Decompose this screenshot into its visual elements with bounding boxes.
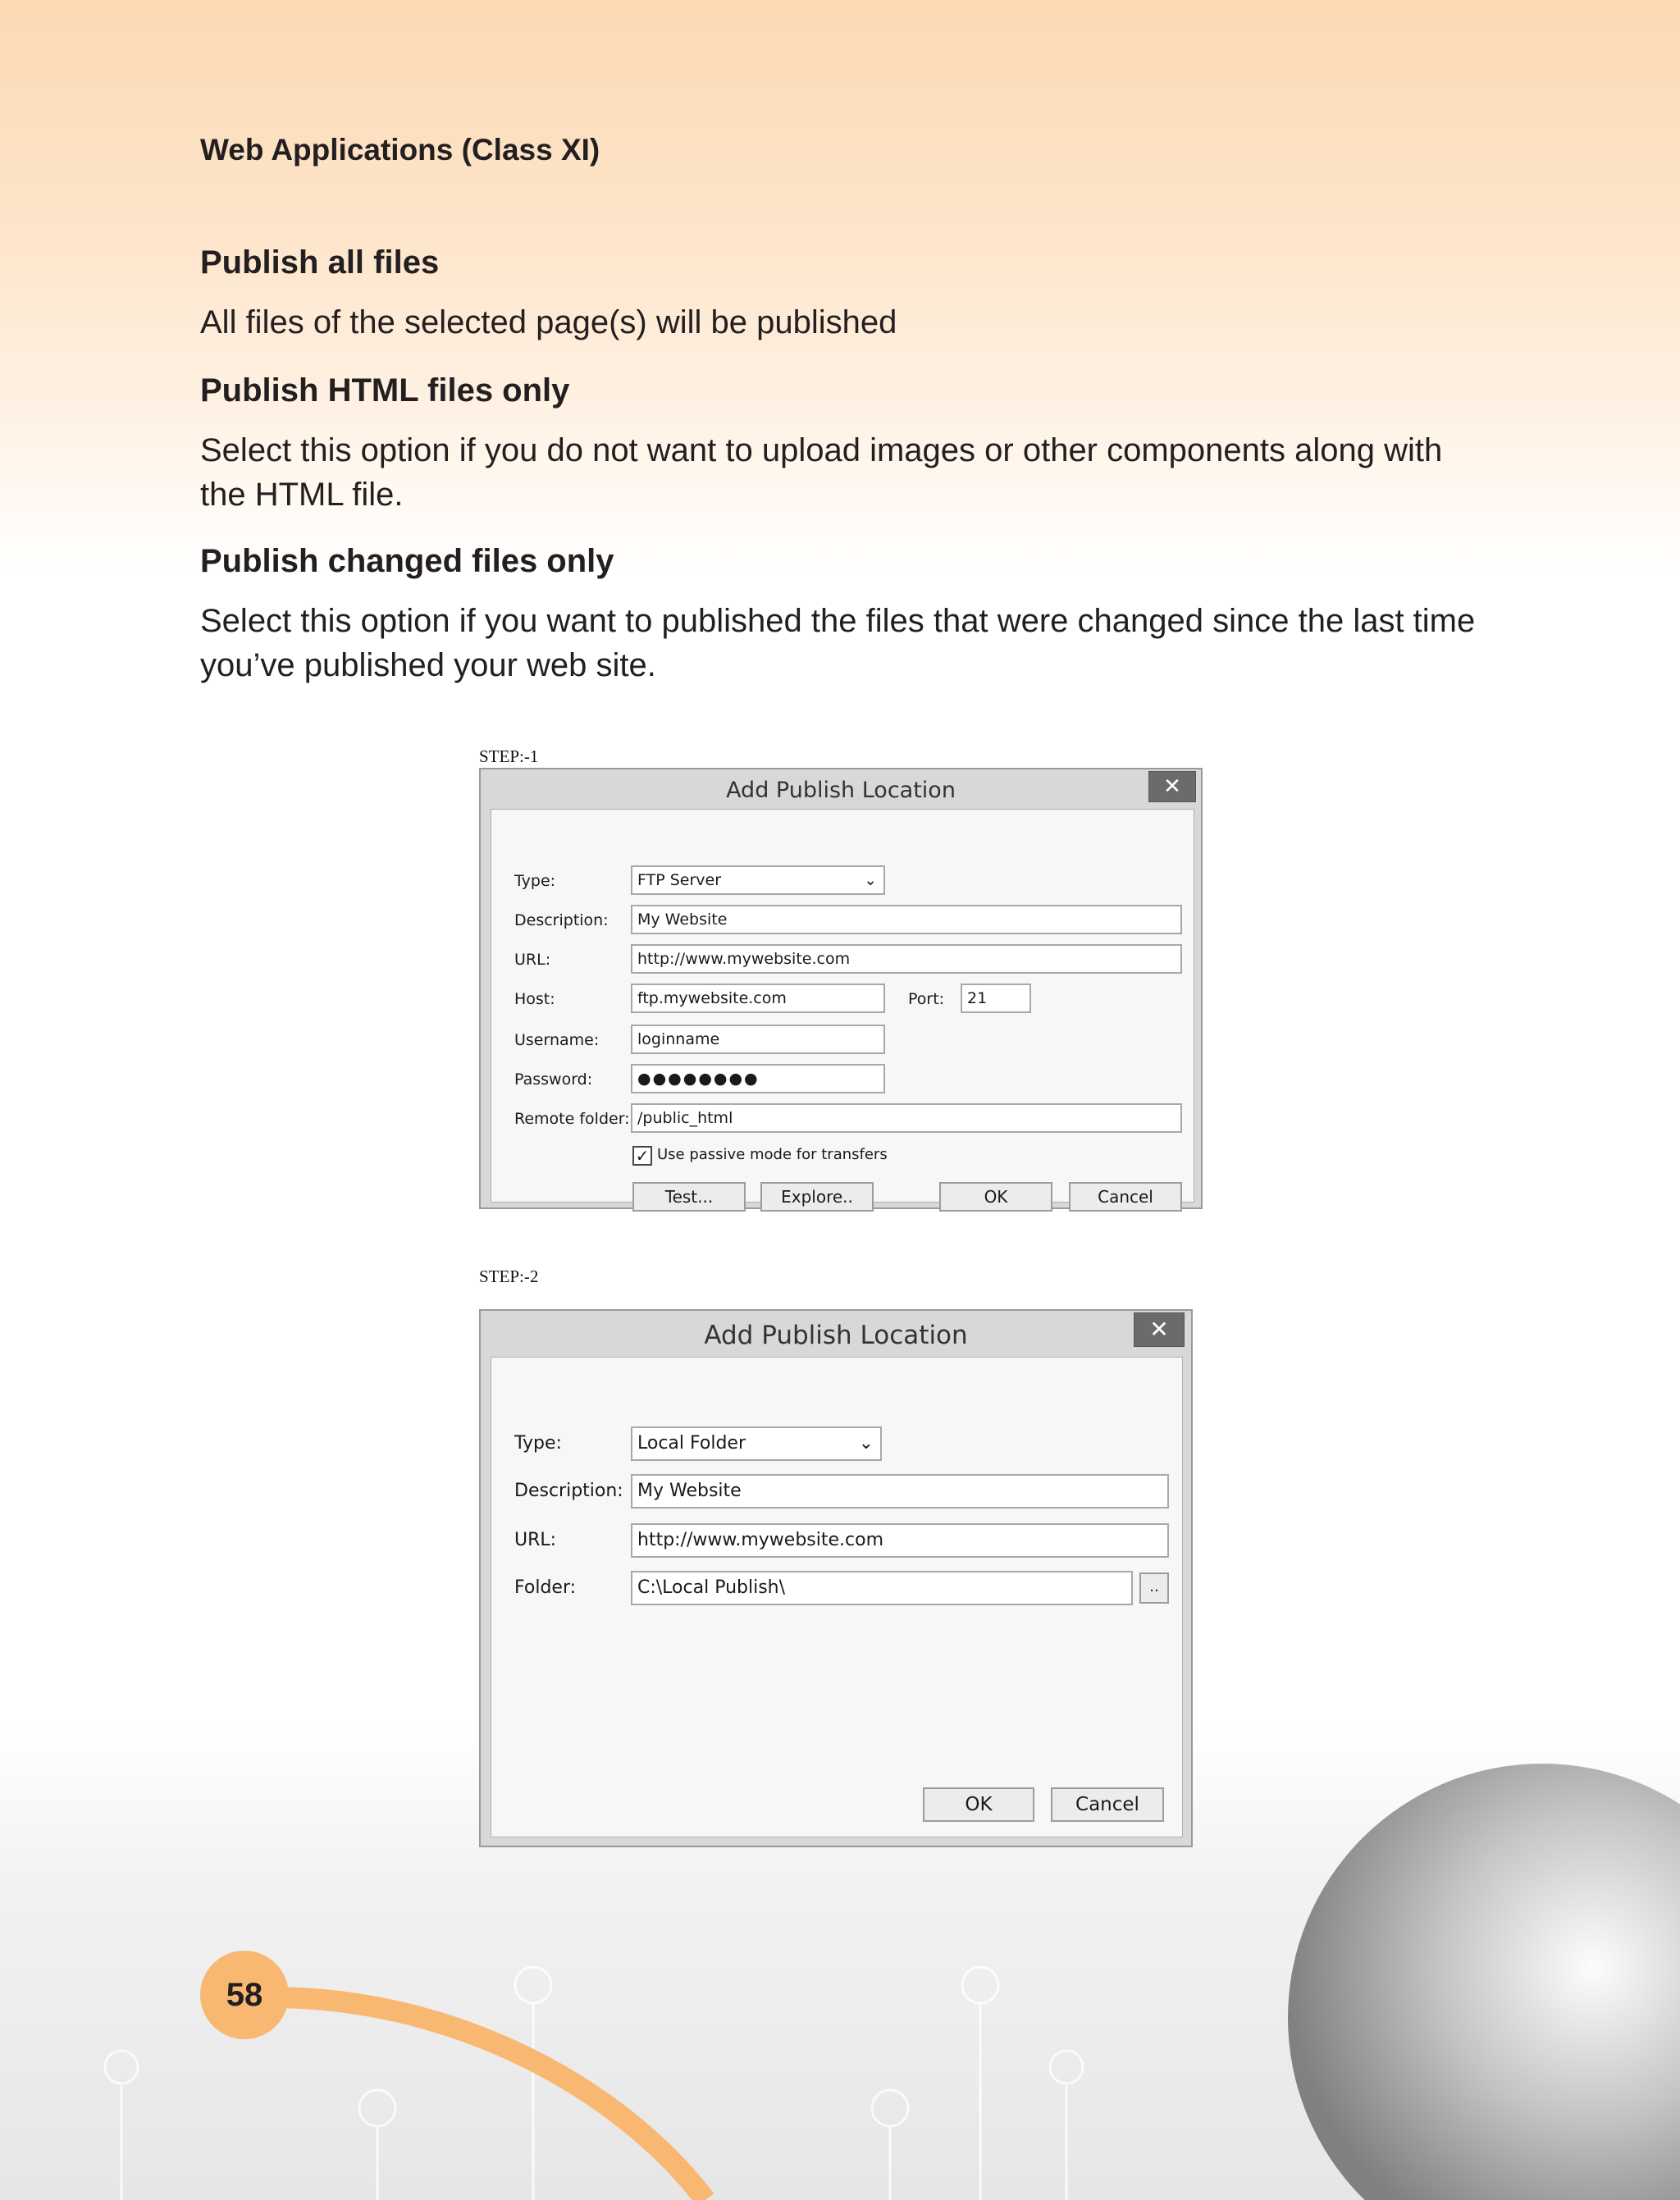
- url-label: URL:: [514, 1530, 557, 1550]
- cancel-button[interactable]: Cancel: [1069, 1182, 1182, 1212]
- section-heading-publish-all: Publish all files: [200, 244, 440, 281]
- port-input[interactable]: 21: [961, 984, 1031, 1013]
- port-label: Port:: [908, 990, 945, 1008]
- page-header: Web Applications (Class XI): [200, 133, 600, 167]
- step2-label: STEP:-2: [479, 1267, 539, 1286]
- step1-label: STEP:-1: [479, 746, 539, 766]
- type-label: Type:: [514, 872, 556, 890]
- description-label: Description:: [514, 1481, 623, 1501]
- section-body-publish-all: All files of the selected page(s) will be published: [200, 304, 897, 340]
- chevron-down-icon: ⌄: [858, 1433, 874, 1454]
- ok-button[interactable]: OK: [939, 1182, 1052, 1212]
- username-input[interactable]: loginname: [631, 1025, 885, 1054]
- section-body-publish-html: Select this option if you do not want to upload images or other components along with the HTML file.: [200, 432, 1443, 513]
- orange-arc: [271, 1997, 705, 2200]
- password-input[interactable]: ●●●●●●●●: [631, 1064, 885, 1093]
- close-icon[interactable]: ✕: [1134, 1312, 1185, 1347]
- chevron-down-icon: ⌄: [864, 871, 877, 889]
- page-number: 58: [200, 1951, 289, 2039]
- close-icon[interactable]: ✕: [1148, 771, 1196, 802]
- description-input[interactable]: My Website: [631, 905, 1182, 934]
- step1-dialog: [479, 768, 1203, 1209]
- dialog-title: Add Publish Location: [726, 778, 956, 803]
- description-input[interactable]: My Website: [631, 1474, 1169, 1509]
- remote-folder-input[interactable]: /public_html: [631, 1103, 1182, 1133]
- type-select[interactable]: [631, 1426, 882, 1461]
- host-label: Host:: [514, 990, 555, 1008]
- type-value: FTP Server: [637, 871, 722, 889]
- cancel-button[interactable]: Cancel: [1051, 1787, 1164, 1822]
- description-label: Description:: [514, 911, 609, 929]
- folder-label: Folder:: [514, 1577, 577, 1598]
- explore-button[interactable]: Explore..: [760, 1182, 874, 1212]
- test-button[interactable]: Test...: [632, 1182, 746, 1212]
- passive-mode-checkbox[interactable]: ✓: [632, 1146, 652, 1166]
- type-label: Type:: [514, 1433, 562, 1454]
- dialog-body: [491, 809, 1194, 1207]
- type-value: Local Folder: [637, 1433, 746, 1454]
- passive-mode-label: Use passive mode for transfers: [657, 1146, 888, 1163]
- dialog-title: Add Publish Location: [704, 1321, 968, 1350]
- globe-image: [1288, 1764, 1680, 2200]
- remote-folder-label: Remote folder:: [514, 1110, 630, 1128]
- url-label: URL:: [514, 951, 551, 969]
- url-input[interactable]: http://www.mywebsite.com: [631, 944, 1182, 974]
- section-body-publish-changed: Select this option if you want to published the files that were changed since the last time you’ve published your web site.: [200, 603, 1476, 683]
- ok-button[interactable]: OK: [923, 1787, 1034, 1822]
- folder-input[interactable]: C:\Local Publish\: [631, 1571, 1133, 1605]
- type-select[interactable]: [631, 865, 885, 895]
- section-heading-publish-changed: Publish changed files only: [200, 543, 614, 579]
- section-heading-publish-html: Publish HTML files only: [200, 372, 570, 409]
- username-label: Username:: [514, 1031, 600, 1049]
- url-input[interactable]: http://www.mywebsite.com: [631, 1523, 1169, 1558]
- host-input[interactable]: ftp.mywebsite.com: [631, 984, 885, 1013]
- password-label: Password:: [514, 1070, 593, 1089]
- browse-button[interactable]: ..: [1139, 1572, 1169, 1604]
